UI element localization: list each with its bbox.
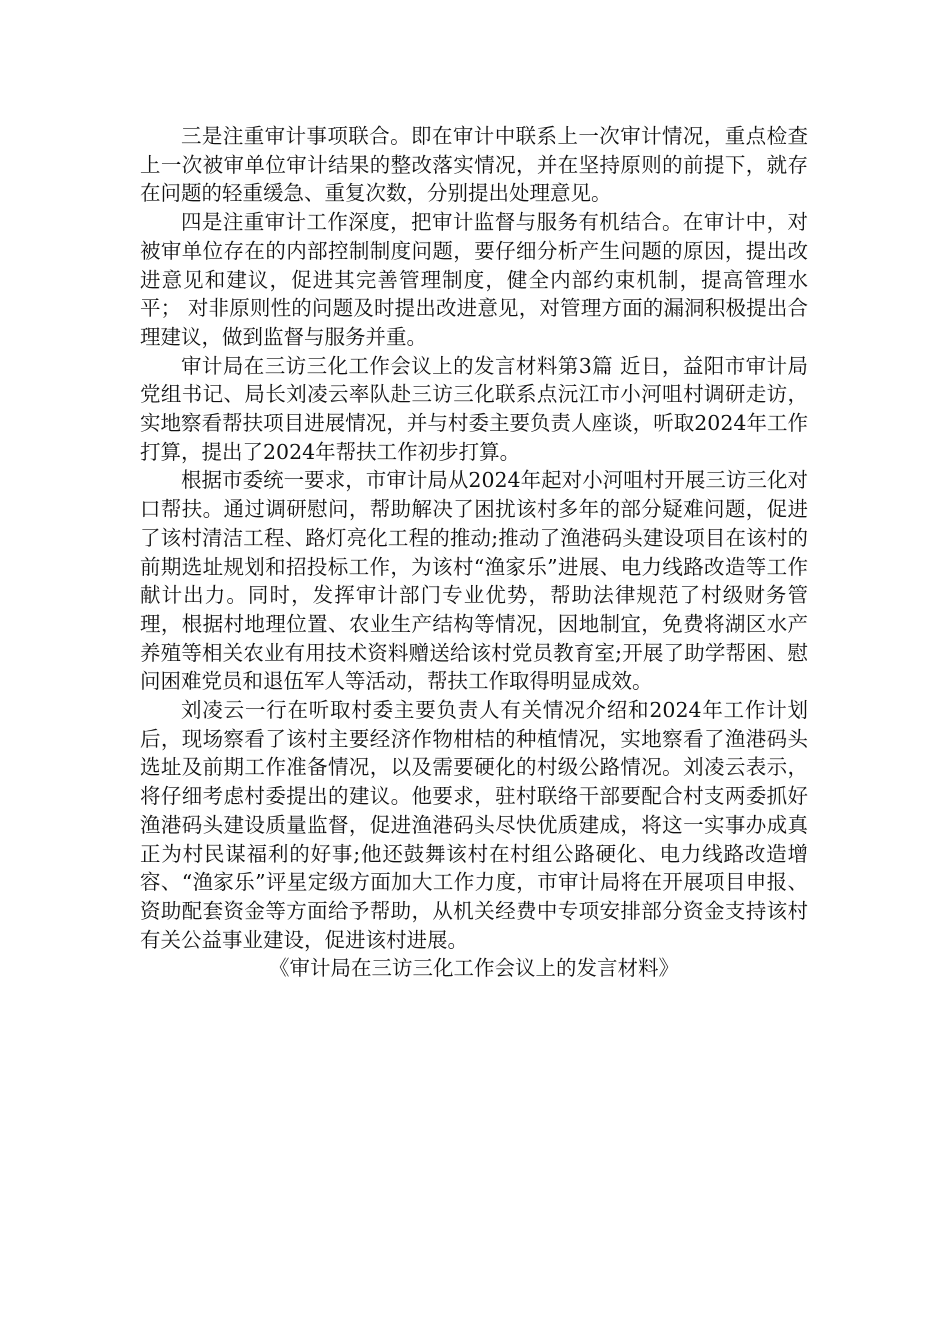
paragraph-1: 三是注重审计事项联合。即在审计中联系上一次审计情况，重点检查上一次被审单位审计结果的整改落实情况，并在坚持原则的前提下，就存在问题的轻重缓急、重复次数，分别提出处理意见。 (140, 124, 808, 206)
document-caption: 《审计局在三访三化工作会议上的发言材料》 (269, 956, 679, 981)
paragraph-3: 审计局在三访三化工作会议上的发言材料第3篇 近日，益阳市审计局党组书记、局长刘凌云率队赴三访三化联系点沅江市小河咀村调研走访，实地察看帮扶项目进展情况，并与村委主要负责人座谈，听取2024年工作打算，提出了2024年帮扶工作初步打算。 (140, 353, 808, 464)
paragraph-5: 刘凌云一行在听取村委主要负责人有关情况介绍和2024年工作计划后，现场察看了该村主要经济作物柑桔的种植情况，实地察看了渔港码头选址及前期工作准备情况，以及需要硬化的村级公路情况。刘凌云表示，将仔细考虑村委提出的建议。他要求，驻村联络干部要配合村支两委抓好渔港码头建设质量监督，促进渔港码头尽快优质建成，将这一实事办成真正为村民谋福利的好事;他还鼓舞该村在村组公路硬化、电力线路改造增容、“渔家乐”评星定级方面加大工作力度，市审计局将在开展项目申报、资助配套资金等方面给予帮助，从机关经费中专项安排部分资金支持该村有关公益事业建设，促进该村进展。 (140, 698, 808, 952)
document-body (140, 122, 808, 983)
paragraph-4: 根据市委统一要求，市审计局从2024年起对小河咀村开展三访三化对口帮扶。通过调研慰问，帮助解决了困扰该村多年的部分疑难问题，促进了该村清洁工程、路灯亮化工程的推动;推动了渔港码头建设项目在该村的前期选址规划和招投标工作，为该村“渔家乐”进展、电力线路改造等工作献计出力。同时，发挥审计部门专业优势，帮助法律规范了村级财务管理，根据村地理位置、农业生产结构等情况，因地制宜，免费将湖区水产养殖等相关农业有用技术资料赠送给该村党员教育室;开展了助学帮困、慰问困难党员和退伍军人等活动，帮扶工作取得明显成效。 (140, 468, 808, 694)
paragraph-2: 四是注重审计工作深度，把审计监督与服务有机结合。在审计中，对被审单位存在的内部控制制度问题，要仔细分析产生问题的原因，提出改进意见和建议，促进其完善管理制度，健全内部约束机制，提高管理水平； 对非原则性的问题及时提出改进意见，对管理方面的漏洞积极提出合理建议，做到监督与服务并重。 (140, 210, 808, 349)
